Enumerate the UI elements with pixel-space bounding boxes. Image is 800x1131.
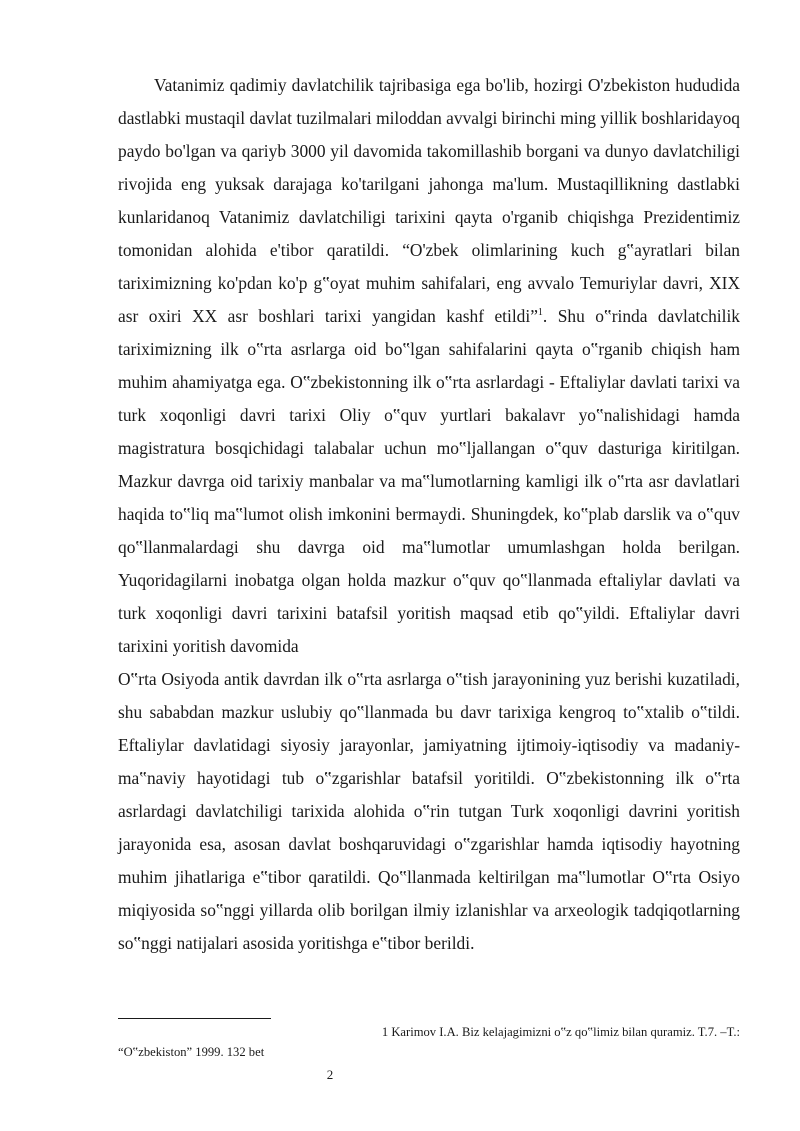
paragraph-1-continuation: . Shu o‟rinda davlatchilik tariximizning ilk o‟rta asrlarga oid bo‟lgan sahifalarini qayta o‟rganib chiqish ham muhim ahamiyatga ega. O‟zbekistonning ilk o‟rta asrlardagi - Eftaliylar davlati tarixi va turk xoqonligi davri tarixi Oliy o‟quv yurtlari bakalavr yo‟nalishidagi hamda magistratura bosqichidagi talabalar uchun mo‟ljallangan o‟quv dasturiga kiritilgan. Mazkur davrga oid tarixiy manbalar va ma‟lumotlarning kamligi ilk o‟rta asr davlatlari haqida to‟liq ma‟lumot olish imkonini bermaydi. Shuningdek, ko‟plab darslik va o‟quv qo‟llanmalardagi shu davrga oid ma‟lumotlar umumlashgan holda berilgan. Yuqoridagilarni inobatga olgan holda mazkur o‟quv qo‟llanmada eftaliylar davlati va turk xoqonligi davri tarixini batafsil yoritish maqsad etib qo‟yildi. Eftaliylar davri tarixini yoritish davomida — [118, 306, 740, 656]
page-number: 2 — [326, 1067, 334, 1082]
paragraph-2: O‟rta Osiyoda antik davrdan ilk o‟rta asrlarga o‟tish jarayonining yuz berishi kuzatiladi, shu sababdan mazkur uslubiy qo‟llanmada bu davr tarixiga kengroq to‟xtalib o‟tildi. Eftaliylar davlatidagi siyosiy jarayonlar, jamiyatning ijtimoiy-iqtisodiy va madaniy-ma‟naviy hayotidagi tub o‟zgarishlar batafsil yoritildi. O‟zbekistonning ilk o‟rta asrlardagi davlatchiligi tarixida alohida o‟rin tutgan Turk xoqonligi davrini yoritish jarayonida esa, asosan davlat boshqaruvidagi o‟zgarishlar hamda iqtisodiy hayotning muhim jihatlariga e‟tibor qaratildi. Qo‟llanmada keltirilgan ma‟lumotlar O‟rta Osiyo miqiyosida so‟nggi yillarda olib borilgan ilmiy izlanishlar va arxeologik tadqiqotlarning so‟nggi natijalari asosida yoritishga e‟tibor berildi. — [118, 669, 740, 953]
footnote-text-line-2: “O‟zbekiston” 1999. 132 bet — [118, 1045, 265, 1059]
footnote-separator — [118, 1018, 271, 1019]
footnote-reference: 1 — [537, 307, 543, 319]
document-body — [118, 69, 740, 960]
paragraph-1 — [118, 69, 740, 663]
paragraph-1-text: Vatanimiz qadimiy davlatchilik tajribasiga ega bo'lib, hozirgi O'zbekiston hududida dastlabki mustaqil davlat tuzilmalari miloddan avvalgi birinchi ming yillik boshlaridayoq paydo bo'lgan va qariyb 3000 yil davomida takomillashib borgani va dunyo davlatchiligi rivojida eng yuksak darajaga ko'tarilgani jahonga ma'lum. Mustaqillikning dastlabki kunlaridanoq Vatanimiz davlatchiligi tarixini qayta o'rganib chiqishga Prezidentimiz tomonidan alohida e'tibor qaratildi. “O'zbek olimlarining kuch g‟ayratlari bilan tariximizning ko'pdan ko'p g‟oyat muhim sahifalari, eng avvalo Temuriylar davri, XIX asr oxiri XX asr boshlari tarixi yangidan kashf etildi” — [118, 75, 740, 326]
footnote-text-line-1: 1 Karimov I.A. Biz kelajagimizni o‟z qo‟limiz bilan quramiz. T.7. –T.: — [381, 1025, 740, 1039]
